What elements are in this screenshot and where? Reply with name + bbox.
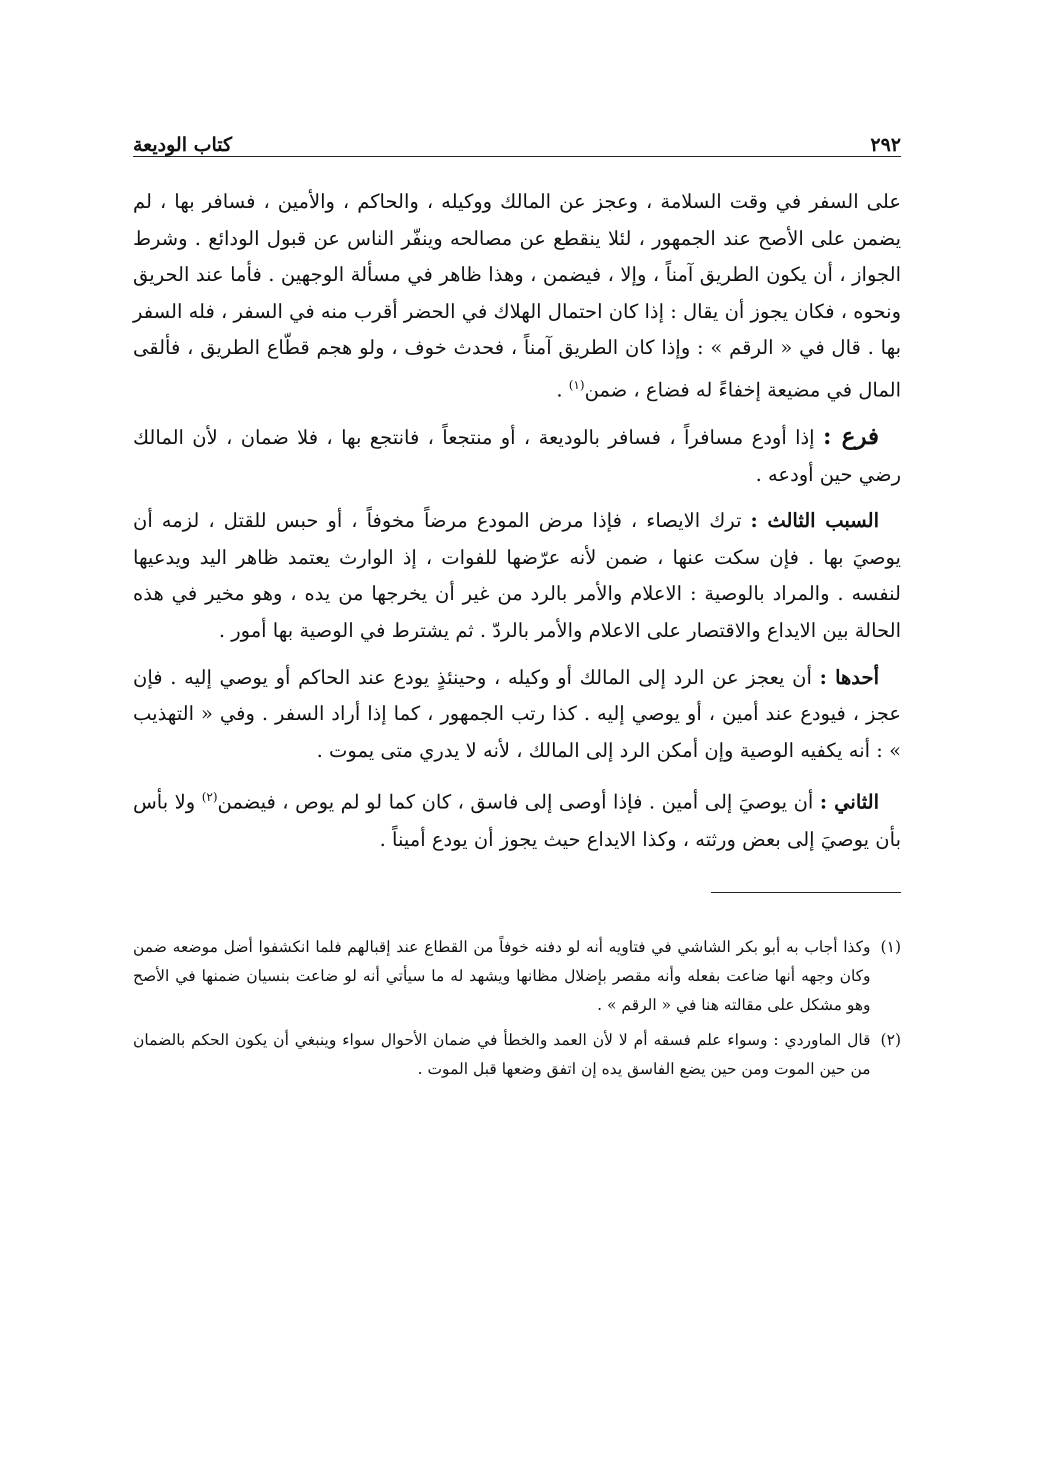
- footnote-mark-2[interactable]: (٢): [201, 790, 218, 805]
- paragraph-5-text-a: أن يوصيَ إلى أمين . فإذا أوصى إلى فاسق ، كان كما لو لم يوص ، فيضمن: [217, 790, 820, 814]
- paragraph-3-text: ترك الايصاء ، فإذا مرض المودع مرضاً مخوفاً ، أو حبس للقتل ، لزمه أن يوصيَ بها . فإن سكت عنها ، ضمن لأنه عرّضها للفوات ، إذ الوارث يعتمد ظاهر اليد ويدعيها لنفسه . والمراد بالوصية : الاعلام والأمر بالرد من غير أن يخرجها من يده ، وهو مخير في هذه الحالة بين الايداع والاقتصار على الاعلام والأمر بالردّ . ثم يشترط في الوصية بها أمور .: [133, 509, 901, 643]
- paragraph-2-text: إذا أودع مسافراً ، فسافر بالوديعة ، أو منتجعاً ، فانتجع بها ، فلا ضمان ، لأن المالك رضي حين أودعه .: [133, 426, 901, 486]
- paragraph-3: [133, 503, 901, 649]
- paragraph-2: [133, 419, 901, 493]
- footnote-mark-1[interactable]: (١): [568, 377, 585, 392]
- footnote-2: [133, 1026, 901, 1084]
- paragraph-1-end: .: [556, 378, 569, 402]
- paragraph-5-text-b: ولا بأس بأن يوصيَ إلى بعض ورثته ، وكذا الايداع حيث يجوز أن يودع أميناً .: [133, 790, 901, 851]
- running-title: كتاب الوديعة: [133, 134, 233, 156]
- footnotes: [133, 933, 901, 1084]
- page-header: [133, 118, 901, 156]
- footnote-2-text: قال الماوردي : وسواء علم فسقه أم لا لأن العمد والخطأ في ضمان الأحوال سواء وينبغي أن يكون الحكم بالضمان من حين الموت ومن حين يضع الفاسق يده إن اتفق وضعها قبل الموت .: [133, 1031, 871, 1079]
- paragraph-5-lead: الثاني :: [819, 790, 880, 814]
- paragraph-4: [133, 660, 901, 770]
- footnote-2-number: (٢): [880, 1031, 901, 1050]
- paragraph-2-lead: فرع :: [822, 423, 879, 451]
- footnote-1-number: (١): [880, 938, 901, 957]
- footnote-1: [133, 933, 901, 1020]
- paragraph-5: [133, 779, 901, 858]
- header-rule: [133, 156, 901, 157]
- footnote-separator: [711, 892, 901, 893]
- main-text: [133, 184, 901, 858]
- paragraph-1-text: على السفر في وقت السلامة ، وعجز عن المالك ووكيله ، والحاكم ، والأمين ، فسافر بها ، لم يضمن على الأصح عند الجمهور ، لئلا ينقطع عن مصالحه وينفّر الناس عن قبول الودائع . وشرط الجواز ، أن يكون الطريق آمناً ، وإلا ، فيضمن ، وهذا ظاهر في مسألة الوجهين . فأما عند الحريق ونحوه ، فكان يجوز أن يقال : إذا كان احتمال الهلاك في الحضر أقرب منه في السفر ، فله السفر بها . قال في « الرقم » : وإذا كان الطريق آمناً ، فحدث خوف ، ولو هجم قطّاع الطريق ، فألقى المال في مضيعة إخفاءً له فضاع ، ضمن: [133, 190, 901, 402]
- paragraph-3-lead: السبب الثالث :: [750, 509, 879, 533]
- book-page: [133, 118, 901, 1358]
- paragraph-1: [133, 184, 901, 409]
- paragraph-4-lead: أحدها :: [819, 665, 880, 689]
- footnote-1-text: وكذا أجاب به أبو بكر الشاشي في فتاويه أنه لو دفنه خوفاً من القطاع عند إقبالهم فلما انكشفوا أضل موضعه ضمن وكان وجهه أنها ضاعت بفعله وأنه مقصر بإضلال مظانها ويشهد له ما سيأتي أنه لو ضاعت بنسيان ضمنها في الأصح وهو مشكل على مقالته هنا في « الرقم » .: [133, 938, 871, 1015]
- page-number: ٢٩٢: [870, 134, 901, 156]
- paragraph-4-text: أن يعجز عن الرد إلى المالك أو وكيله ، وحينئذٍ يودع عند الحاكم أو يوصي إليه . فإن عجز ، فيودع عند أمين ، أو يوصي إليه . كذا رتب الجمهور ، كما إذا أراد السفر . وفي « التهذيب » : أنه يكفيه الوصية وإن أمكن الرد إلى المالك ، لأنه لا يدري متى يموت .: [133, 665, 901, 762]
